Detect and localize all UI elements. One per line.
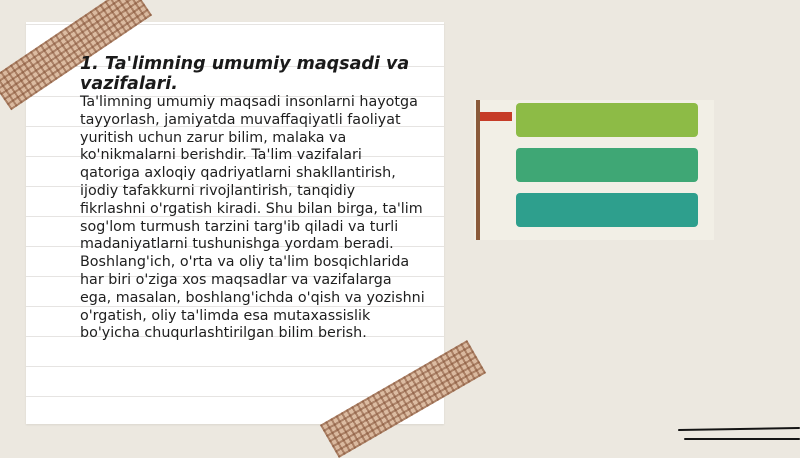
decorative-line [684,438,800,440]
decorative-line [678,427,800,431]
flag-pole [476,100,480,240]
slide-body-text: Ta'limning umumiy maqsadi insonlarni hayotga tayyorlash, jamiyatda muvaffaqiyatli faoliyat yuritish uchun zarur bilim, malaka va ko'nikmalarni berishdir. Ta'lim vazifalari qatoriga axloqiy qadriyatlarni shakllantirish, ijodiy tafakkurni rivojlantirish, tanqidiy fikrlashni o'rgatish kiradi. Shu bilan birga, ta'lim sog'lom turmush tarzini targ'ib qiladi va turli madaniyatlarni tushunishga yordam beradi. Boshlang'ich, o'rta va oliy ta'lim bosqichlarida har biri o'ziga xos maqsadlar va vazifalarga ega, masalan, boshlang'ichda o'qish va yozishni o'rgatish, oliy ta'limda esa mutaxassislik bo'yicha chuqurlashtirilgan bilim berish. [80,94,425,342]
infographic-box-2 [516,148,698,182]
flag-icon [480,112,512,121]
infographic-box-1 [516,103,698,137]
infographic-image [474,100,714,240]
slide-title: 1. Ta'limning umumiy maqsadi va vazifalari. [80,54,410,94]
infographic-box-3 [516,193,698,227]
